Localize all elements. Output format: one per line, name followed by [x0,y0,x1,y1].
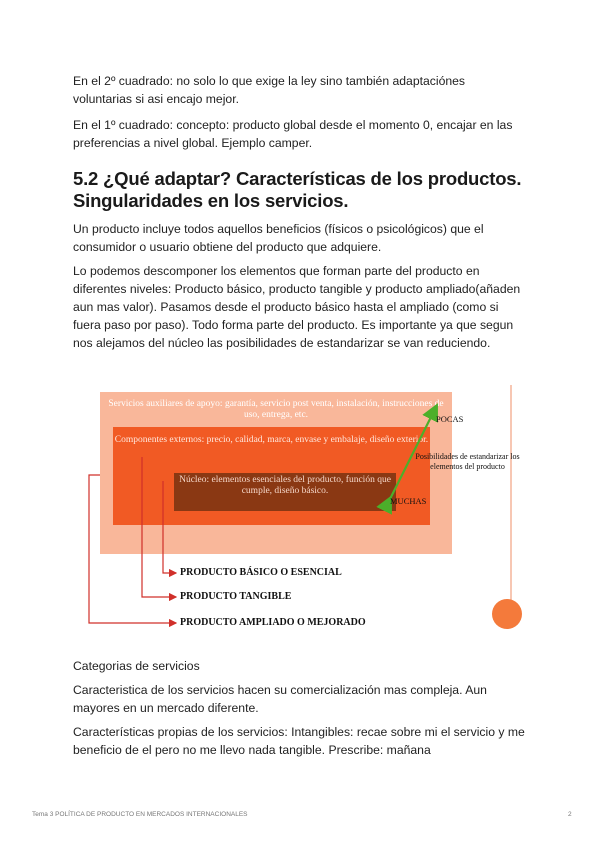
connector-tangible-product [142,457,176,597]
section-heading: 5.2 ¿Qué adaptar? Características de los productos. Singularidades en los servicios. [73,168,522,211]
page-number: 2 [568,811,572,818]
paragraph-service-categories: Categorias de servicios [73,659,200,673]
outer-box-text: Servicios auxiliares de apoyo: garantía, servicio post venta, instalación, instrucciones de uso, entrega, etc. [108,399,444,420]
label-tangible-product: PRODUCTO TANGIBLE [180,591,292,602]
label-extended-product: PRODUCTO AMPLIADO O MEJORADO [180,617,366,628]
label-pocas: POCAS [436,414,464,424]
connector-basic-product [163,481,176,573]
paragraph-product-levels: Lo podemos descomponer los elementos que forman parte del producto en diferentes niveles: Producto básico, producto tangible y producto ampliado(añaden aun mas valor). Pasamos desde el producto básico hasta el ampliado (como si fuera paso por paso). Todo forma parte del producto. Es importante ya que segun nos alejamos del núcleo las posibilidades de estandarizar se van reduciendo. [73,264,521,350]
paragraph-first-square: En el 1º cuadrado: concepto: producto global desde el momento 0, encajar en las preferencias a nivel global. Ejemplo camper. [73,118,513,150]
paragraph-service-properties: Características propias de los servicios: Intangibles: recae sobre mi el servicio y me beneficio de el pero no me llevo nada tangible. Prescribe: mañana [73,725,525,757]
paragraph-product-definition: Un producto incluye todos aquellos beneficios (físicos o psicológicos) que el consumidor o usuario obtiene del producto que adquiere. [73,222,484,254]
paragraph-service-characteristics: Caracteristica de los servicios hacen su comercialización mas compleja. Aun mayores en un mercado diferente. [73,683,487,715]
footer-text: Tema 3 POLÍTICA DE PRODUCTO EN MERCADOS INTERNACIONALES [32,811,248,818]
middle-box-text: Componentes externos: precio, calidad, marca, envase y embalaje, diseño exterior. [114,435,429,445]
core-box-text: Núcleo: elementos esenciales del producto, función que cumple, diseño básico. [179,475,391,496]
label-basic-product: PRODUCTO BÁSICO O ESENCIAL [180,567,342,578]
label-posibilidades: Posibilidades de estandarizar los elementos del producto [415,452,520,471]
paragraph-second-square: En el 2º cuadrado: no solo lo que exige la ley sino también adaptaciónes voluntarias si asi encajo mejor. [73,74,466,106]
product-levels-figure [80,385,528,640]
label-muchas: MUCHAS [390,496,427,506]
